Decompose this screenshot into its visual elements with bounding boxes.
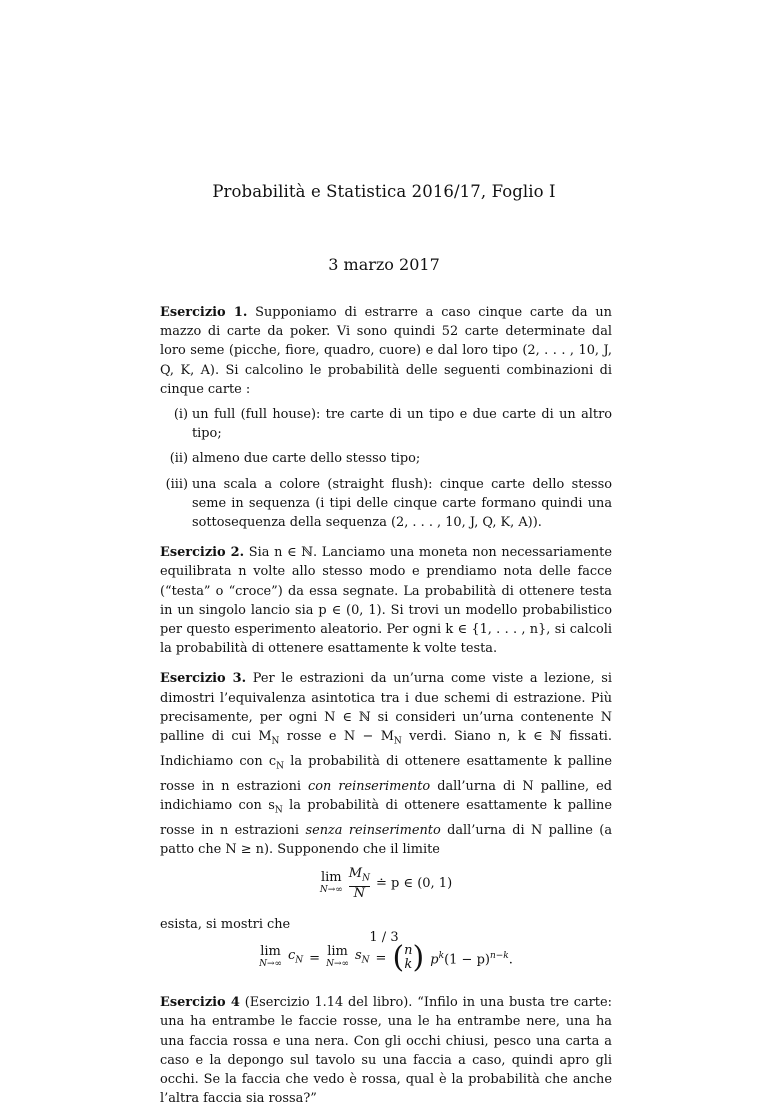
limit-operator xyxy=(259,946,282,970)
exercise-heading: Esercizio 1. xyxy=(160,305,248,320)
formula-limit-ratio xyxy=(160,867,612,907)
equals-sign: = xyxy=(309,950,321,966)
exercise-1 xyxy=(160,303,612,399)
exercise-text: “Infilo in una busta tre carte: una ha entrambe le faccie rosse, una le ha entrambe nere, una ha una faccia rossa e una nera. Con gli occhi chiusi, pesco una carta a caso e la depongo sul tavolo su una faccia a caso, quindi apro gli occhi. Se la faccia che vedo è rossa, qual è la probabilità che anche l’altra faccia sia rossa?” xyxy=(160,995,612,1107)
lim-text: lim xyxy=(327,944,348,960)
formula-rhs: ≐ p ∈ (0, 1) xyxy=(375,876,453,892)
exercise-text: Per le estrazioni da un’urna come viste a lezione, si dimostri l’equivalenza asintotica tra i due schemi di estrazione. Più precisamente, per ogni N ∈ ℕ si consideri un’urna contenente N palline di cui M xyxy=(160,671,612,745)
term-s xyxy=(355,946,370,971)
list-item xyxy=(160,449,612,468)
exercise-1-list xyxy=(160,405,612,532)
exercise-3 xyxy=(160,669,612,859)
binomial-top: n xyxy=(404,943,413,959)
fraction-numerator xyxy=(349,867,370,886)
exercise-text: Supponiamo di estrarre a caso cinque carte da un mazzo di carte da poker. Vi sono quindi 52 carte determinate dal loro seme (picche, fiore, quadro, cuore) e dal loro tipo (2, . . . , 10, J, Q, K, A). Si calcolino le probabilità delle seguenti combinazioni di cinque carte : xyxy=(160,305,612,397)
list-item xyxy=(160,405,612,443)
document-body xyxy=(160,303,612,1108)
lim-subscript: N→∞ xyxy=(259,959,283,970)
exercise-2 xyxy=(160,543,612,658)
exercise-text: esista, si mostri che xyxy=(160,917,291,933)
p-term: p xyxy=(430,952,439,968)
s-subscript: N xyxy=(361,955,370,966)
exercise-subheading: (Esercizio 1.14 del libro). xyxy=(244,995,413,1011)
s-text: s xyxy=(355,947,362,963)
list-item-label: (iii) xyxy=(165,476,188,492)
power-terms xyxy=(430,947,513,970)
document-title: Probabilità e Statistica 2016/17, Foglio I xyxy=(212,182,556,201)
term-c xyxy=(288,946,303,971)
subscript: N xyxy=(274,805,283,816)
formula-binomial-limit xyxy=(160,942,612,982)
numerator-subscript: N xyxy=(362,873,370,884)
fraction-denominator: N xyxy=(353,885,366,901)
emphasis: senza reinserimento xyxy=(305,822,441,838)
subscript: N xyxy=(393,736,402,747)
lim-text: lim xyxy=(320,869,342,885)
list-item-text: almeno due carte dello stesso tipo; xyxy=(192,451,421,467)
exercise-heading: Esercizio 2. xyxy=(160,545,245,561)
exercise-4 xyxy=(160,993,612,1108)
limit-operator xyxy=(319,869,343,896)
page-number: 1 / 3 xyxy=(369,930,399,945)
c-text: c xyxy=(288,947,296,963)
exercise-heading: Esercizio 3. xyxy=(160,671,247,687)
list-item-label: (ii) xyxy=(169,451,188,467)
subscript: N xyxy=(271,736,280,747)
exercise-heading: Esercizio 4 xyxy=(160,995,240,1011)
c-subscript: N xyxy=(295,955,304,966)
exercise-text: verdi. Siano n, k ∈ ℕ fissati. Indichiamo con c xyxy=(160,729,612,769)
lim-text: lim xyxy=(260,944,281,960)
rest-term: (1 − p) xyxy=(444,952,490,968)
p-exponent: k xyxy=(438,950,445,961)
emphasis: con reinserimento xyxy=(308,778,431,794)
list-item-text: una scala a colore (straight flush): cinque carte dello stesso seme in sequenza (i tipi delle cinque carte formano quindi una sottosequenza della sequenza (2, . . . , 10, J, Q, K, A)). xyxy=(192,476,612,531)
left-paren: ( xyxy=(392,940,405,976)
exercise-text: Sia n ∈ ℕ. Lanciamo una moneta non necessariamente equilibrata n volte allo stesso modo e prendiamo nota delle facce (“testa” o “croce”) da essa segnate. La probabilità di ottenere testa in un singolo lancio sia p ∈ (0, 1). Si trovi un modello probabilistico per questo esperimento aleatorio. Per ogni k ∈ {1, . . . , n}, si calcoli la probabilità di ottenere esattamente k volte testa. xyxy=(160,545,612,657)
limit-operator xyxy=(326,946,349,970)
lim-subscript: N→∞ xyxy=(326,959,349,970)
right-paren: ) xyxy=(412,940,425,976)
equals-sign: = xyxy=(375,950,387,966)
list-item xyxy=(160,475,612,533)
exercise-text: dall’urna di N palline (a patto che N ≥ n). Supponendo che il limite xyxy=(160,822,613,857)
list-item-text: un full (full house): tre carte di un tipo e due carte di un altro tipo; xyxy=(192,407,612,442)
subscript: N xyxy=(276,761,284,772)
exercise-text: la probabilità di ottenere esattamente k palline rosse in n estrazioni xyxy=(160,753,613,794)
exercise-text: rosse e N − M xyxy=(279,729,394,745)
binomial-bottom: k xyxy=(404,957,413,973)
lim-subscript: N→∞ xyxy=(319,884,343,895)
numerator-text: M xyxy=(348,866,363,882)
binomial-stack xyxy=(404,944,412,972)
formula-period: . xyxy=(508,952,513,968)
exercise-text: la probabilità di ottenere esattamente k palline rosse in n estrazioni xyxy=(160,797,612,838)
exercise-text: dall’urna di N palline, ed indichiamo con s xyxy=(160,778,612,813)
fraction xyxy=(349,867,370,901)
binomial-coefficient xyxy=(392,940,425,976)
rest-exponent: n−k xyxy=(489,950,509,961)
document-date: 3 marzo 2017 xyxy=(328,255,440,274)
list-item-label: (i) xyxy=(173,407,188,423)
